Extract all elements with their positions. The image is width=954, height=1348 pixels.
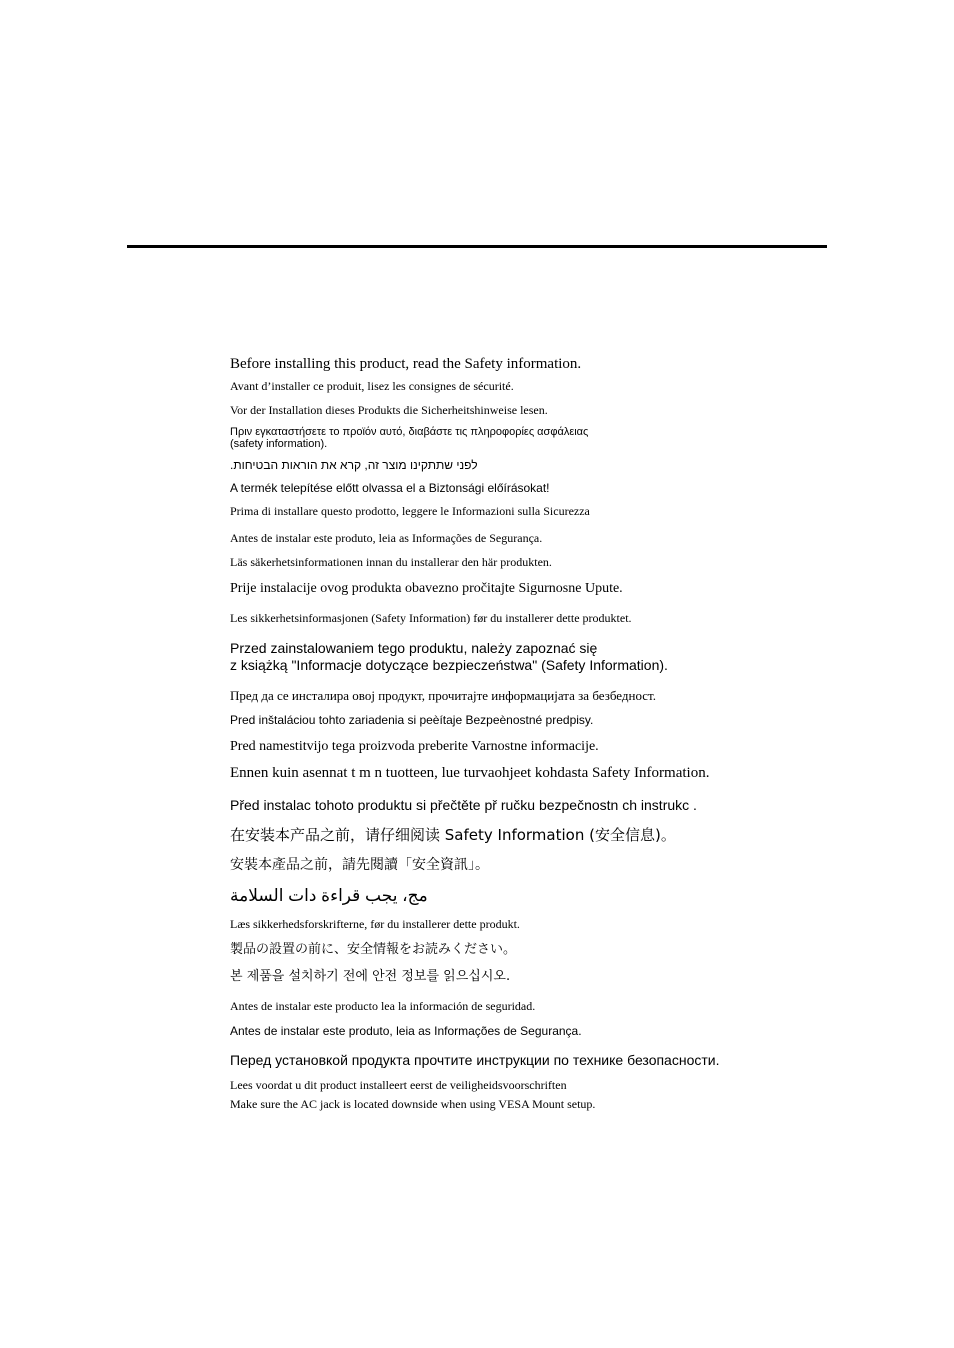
safety-notice-line: Prima di installare questo prodotto, leggere le Informazioni sulla Sicurezza bbox=[230, 504, 590, 518]
safety-notice-line: Před instalac tohoto produktu si přečtěte př ručku bezpečnostn ch instrukc . bbox=[230, 797, 697, 813]
safety-notice-line: z książką "Informacje dotyczące bezpieczeństwa" (Safety Information). bbox=[230, 657, 668, 673]
safety-notice-line: 在安装本产品之前，请仔细阅读 Safety Information (安全信息)。 bbox=[230, 826, 676, 844]
safety-notice-line: Läs säkerhetsinformationen innan du installerar den här produkten. bbox=[230, 555, 552, 569]
safety-notice-line: Ennen kuin asennat t m n tuotteen, lue turvaohjeet kohdasta Safety Information. bbox=[230, 765, 710, 781]
safety-notice-line: (safety information). bbox=[230, 438, 328, 450]
safety-notice-line: 製品の設置の前に、安全情報をお読みください。 bbox=[230, 942, 517, 957]
safety-notice-line: Przed zainstalowaniem tego produktu, należy zapoznać się bbox=[230, 640, 598, 656]
safety-notice-line: Avant d’installer ce produit, lisez les consignes de sécurité. bbox=[230, 379, 514, 393]
safety-notice-line: 본 제품을 설치하기 전에 안전 정보를 읽으십시오. bbox=[230, 969, 511, 984]
safety-notice-line: A termék telepítése előtt olvassa el a Biztonsági előírásokat! bbox=[230, 481, 550, 495]
safety-notice-line: 安裝本產品之前，請先閱讀「安全資訊」。 bbox=[230, 857, 489, 873]
safety-notice-line: Antes de instalar este produto, leia as Informações de Segurança. bbox=[230, 531, 543, 545]
safety-notice-line: Pred namestitvijo tega proizvoda preberite Varnostne informacije. bbox=[230, 739, 599, 754]
safety-notice-line: Prije instalacije ovog produkta obavezno pročitajte Sigurnosne Upute. bbox=[230, 581, 623, 596]
safety-notice-line: مج، يجب قراءة دات السلامة bbox=[230, 886, 428, 905]
safety-notice-line: Antes de instalar este producto lea la información de seguridad. bbox=[230, 999, 536, 1013]
safety-notice-line: Πριν εγκαταστήσετε το προϊόν αυτό, διαβάστε τις πληροφορίες ασφάλειας bbox=[230, 426, 589, 438]
safety-notice-line: Пред да се инсталира овој продукт, прочитајте информацијата за безбедност. bbox=[230, 688, 656, 703]
safety-notice-line: Pred inštaláciou tohto zariadenia si peèítaje Bezpeènostné predpisy. bbox=[230, 713, 594, 727]
safety-notice-line: Les sikkerhetsinformasjonen (Safety Information) før du installerer dette produktet. bbox=[230, 611, 632, 625]
safety-notice-line: Vor der Installation dieses Produkts die Sicherheitshinweise lesen. bbox=[230, 403, 548, 417]
safety-notice-line: Læs sikkerhedsforskrifterne, før du installerer dette produkt. bbox=[230, 917, 520, 931]
top-horizontal-rule bbox=[127, 245, 827, 248]
safety-notice-line: Make sure the AC jack is located downside when using VESA Mount setup. bbox=[230, 1097, 596, 1111]
safety-notice-line: Before installing this product, read the Safety information. bbox=[230, 356, 582, 372]
safety-notice-line: לפני שתתקינו מוצר זה, קרא את הוראות הבטיחות. bbox=[230, 458, 478, 472]
safety-notice-line: Lees voordat u dit product installeert eerst de veiligheidsvoorschriften bbox=[230, 1078, 567, 1092]
safety-notice-line: Перед установкой продукта прочтите инструкции по технике безопасности. bbox=[230, 1052, 720, 1068]
safety-notice-line: Antes de instalar este produto, leia as Informações de Segurança. bbox=[230, 1024, 582, 1038]
